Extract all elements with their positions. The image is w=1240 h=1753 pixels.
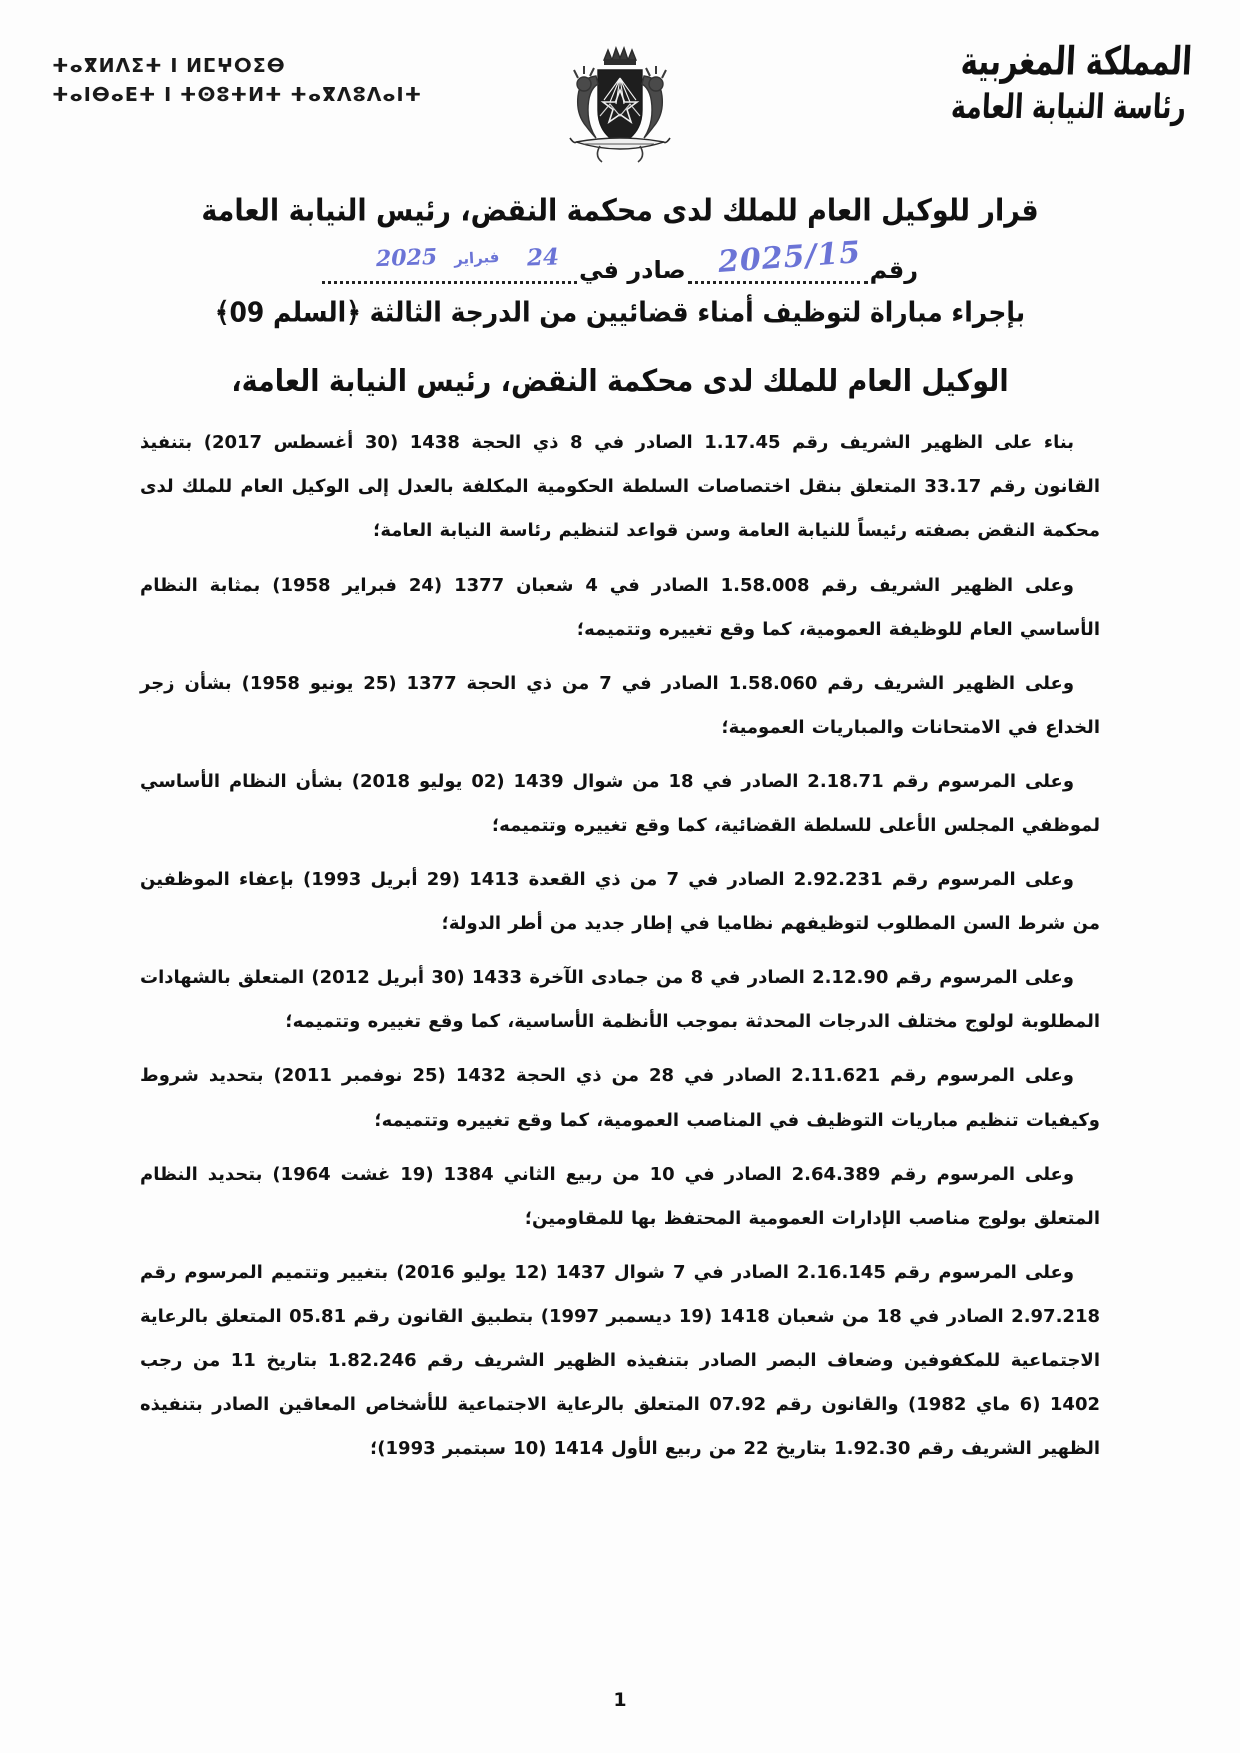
document-header	[0, 0, 1240, 175]
tifinagh-header-text	[52, 52, 422, 111]
reference-line	[120, 234, 1120, 284]
handwritten-reference-number: 2025/15	[717, 234, 863, 280]
reference-number-label: رقم	[869, 255, 919, 284]
issued-date-blank	[322, 242, 577, 284]
paragraph: وعلى الظهير الشريف رقم 1.58.060 الصادر في 7 من ذي الحجة 1377 (25 يونيو 1958) بشأن زجر الخداع في الامتحانات والمباريات العمومية؛	[140, 672, 1100, 738]
document-body	[140, 421, 1100, 1471]
tifinagh-line-1: ⵜⴰⴳⵍⴷⵉⵜ ⵏ ⵍⵎⵖⵔⵉⴱ	[52, 55, 286, 77]
handwritten-year: 2025	[375, 243, 438, 272]
document-title: قرار للوكيل العام للملك لدى محكمة النقض، رئيس النيابة العامة	[201, 193, 1039, 229]
paragraph: وعلى المرسوم رقم 2.18.71 الصادر في 18 من شوال 1439 (02 يوليو 2018) بشأن النظام الأساسي لموظفي المجلس الأعلى للسلطة القضائية، كما وقع تغييره وتتميمه؛	[140, 770, 1100, 836]
calligraphy-kingdom-of-morocco: المملكة المغربية	[959, 38, 1194, 84]
paragraph: وعلى المرسوم رقم 2.16.145 الصادر في 7 شوال 1437 (12 يوليو 2016) بتغيير وتتميم المرسوم رقم 2.97.218 الصادر في 18 من شعبان 1418 (19 ديسمبر 1997) بتطبيق القانون رقم 05.81 المتعلق بالرعاية الاجتماعية للمكفوفين وضعاف البصر الصادر بتنفيذه الظهير الشريف رقم 1.82.246 بتاريخ 11 من رجب 1402 (6 ماي 1982) والقانون رقم 07.92 المتعلق بالرعاية الاجتماعية للأشخاص المعاقين الصادر بتنفيذه الظهير الشريف رقم 1.92.30 بتاريخ 22 من ربيع الأول 1414 (10 سبتمبر 1993)؛	[140, 1261, 1101, 1460]
paragraph: وعلى المرسوم رقم 2.11.621 الصادر في 28 من ذي الحجة 1432 (25 نوفمبر 2011) بتحديد شروط وكيفيات تنظيم مباريات التوظيف في المناصب العمومية، كما وقع تغييره وتتميمه؛	[140, 1065, 1100, 1131]
reference-number-blank	[688, 234, 868, 284]
paragraph: بناء على الظهير الشريف رقم 1.17.45 الصادر في 8 ذي الحجة 1438 (30 أغسطس 2017) بتنفيذ القانون رقم 33.17 المتعلق بنقل اختصاصات السلطة الحكومية المكلفة بالعدل إلى الوكيل العام للملك لدى محكمة النقض بصفته رئيساً للنيابة العامة وسن قواعد لتنظيم رئاسة النيابة العامة؛	[140, 432, 1100, 542]
calligraphy-presidency-of-public-prosecution: رئاسة النيابة العامة	[950, 86, 1188, 127]
paragraph: وعلى المرسوم رقم 2.92.231 الصادر في 7 من ذي القعدة 1413 (29 أبريل 1993) بإعفاء الموظفين من شرط السن المطلوب لتوظيفهم نظاميا في إطار جديد من أطر الدولة؛	[140, 869, 1100, 935]
document-subtitle: بإجراء مباراة لتوظيف أمناء قضائيين من الدرجة الثالثة ﴿السلم 09﴾	[214, 295, 1026, 328]
paragraph: وعلى المرسوم رقم 2.12.90 الصادر في 8 من جمادى الآخرة 1433 (30 أبريل 2012) المتعلق بالشهادات المطلوبة لولوج مختلف الدرجات المحدثة بموجب الأنظمة الأساسية، كما وقع تغييره وتتميمه؛	[140, 967, 1100, 1033]
page-number: 1	[613, 1689, 627, 1711]
tifinagh-line-2: ⵜⴰⵏⴱⴰⴹⵜ ⵏ ⵜⵙⵓⵜⵍⵜ ⵜⴰⴳⴷⵓⴷⴰⵏⵜ	[52, 84, 423, 107]
arabic-calligraphy-header	[942, 38, 1194, 136]
paragraph: وعلى الظهير الشريف رقم 1.58.008 الصادر في 4 شعبان 1377 (24 فبراير 1958) بمثابة النظام الأساسي العام للوظيفة العمومية، كما وقع تغييره وتتميمه؛	[140, 574, 1100, 640]
paragraph: وعلى المرسوم رقم 2.64.389 الصادر في 10 من ربيع الثاني 1384 (19 غشت 1964) بتحديد النظام المتعلق بولوج مناصب الإدارات العمومية المحتفظ بها للمقاومين؛	[140, 1163, 1100, 1229]
handwritten-day: 24	[526, 242, 560, 272]
handwritten-month: فبراير	[453, 247, 500, 268]
issued-on-label: صادر في	[578, 255, 686, 284]
addressee-line: الوكيل العام للملك لدى محكمة النقض، رئيس النيابة العامة،	[231, 364, 1009, 399]
title-block	[120, 189, 1120, 330]
moroccan-coat-of-arms-icon	[554, 38, 686, 174]
